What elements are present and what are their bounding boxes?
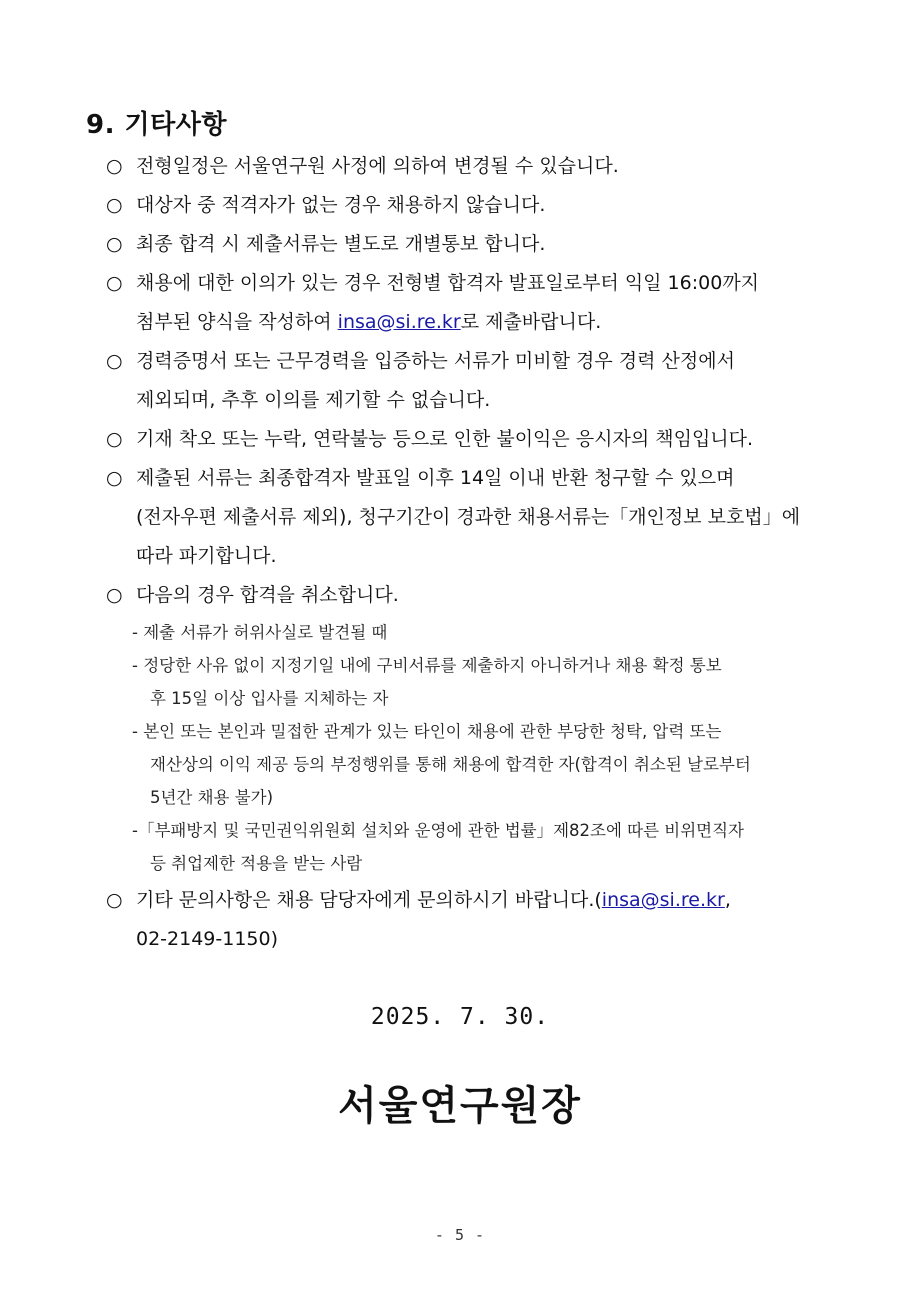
notice-item-career-proof bbox=[106, 342, 846, 420]
notice-text: 따라 파기합니다. bbox=[136, 545, 277, 567]
notice-text: 경력증명서 또는 근무경력을 입증하는 서류가 미비할 경우 경력 산정에서 bbox=[136, 350, 735, 372]
document-date: 2025. 7. 30. bbox=[370, 1004, 550, 1030]
sub-item-text: - 제출 서류가 허위사실로 발견될 때 bbox=[132, 623, 388, 642]
notice-text: 최종 합격 시 제출서류는 별도로 개별통보 합니다. bbox=[136, 233, 546, 255]
cancellation-reason-anti-corruption-law bbox=[132, 814, 842, 880]
sub-item-text: 재산상의 이익 제공 등의 부정행위를 통해 채용에 합격한 자(합격이 취소된 날로부터 bbox=[150, 755, 751, 774]
circle-bullet-icon: ○ bbox=[106, 233, 123, 255]
notice-item-schedule-change bbox=[106, 147, 846, 186]
notice-text: 제출된 서류는 최종합격자 발표일 이후 14일 이내 반환 청구할 수 있으며 bbox=[136, 467, 735, 489]
notice-text: 첨부된 양식을 작성하여 bbox=[136, 311, 338, 333]
sub-item-text: -「부패방지 및 국민권익위원회 설치와 운영에 관한 법률」제82조에 따른 비위면직자 bbox=[132, 821, 744, 840]
circle-bullet-icon: ○ bbox=[106, 584, 123, 606]
section-title: 9. 기타사항 bbox=[86, 110, 227, 140]
cancellation-reason-delay bbox=[132, 649, 842, 715]
notice-text: 로 제출바랍니다. bbox=[460, 311, 602, 333]
contact-phone: 02-2149-1150) bbox=[136, 928, 279, 950]
notice-text: 기재 착오 또는 누락, 연락불능 등으로 인한 불이익은 응시자의 책임입니다. bbox=[136, 428, 754, 450]
notice-text: 전형일정은 서울연구원 사정에 의하여 변경될 수 있습니다. bbox=[136, 155, 619, 177]
notice-text: 제외되며, 추후 이의를 제기할 수 없습니다. bbox=[136, 389, 491, 411]
notice-item-no-qualified bbox=[106, 186, 846, 225]
email-link[interactable]: insa@si.re.kr bbox=[601, 889, 725, 911]
notice-text: , bbox=[724, 889, 731, 911]
notice-item-document-return bbox=[106, 459, 846, 576]
notice-text: 대상자 중 적격자가 없는 경우 채용하지 않습니다. bbox=[136, 194, 546, 216]
cancellation-reason-false-documents bbox=[132, 616, 842, 649]
sub-item-text: 후 15일 이상 입사를 지체하는 자 bbox=[150, 689, 389, 708]
circle-bullet-icon: ○ bbox=[106, 889, 123, 911]
circle-bullet-icon: ○ bbox=[106, 428, 123, 450]
sub-item-text: 5년간 채용 불가) bbox=[150, 788, 274, 807]
notice-item-applicant-responsibility bbox=[106, 420, 846, 459]
circle-bullet-icon: ○ bbox=[106, 155, 123, 177]
notice-text: 기타 문의사항은 채용 담당자에게 문의하시기 바랍니다.( bbox=[136, 889, 602, 911]
email-link[interactable]: insa@si.re.kr bbox=[337, 311, 461, 333]
page-number: - 5 - bbox=[434, 1226, 486, 1244]
sub-item-text: - 정당한 사유 없이 지정기일 내에 구비서류를 제출하지 아니하거나 채용 확정 통보 bbox=[132, 656, 722, 675]
circle-bullet-icon: ○ bbox=[106, 272, 123, 294]
notice-text: 채용에 대한 이의가 있는 경우 전형별 합격자 발표일로부터 익일 16:00까지 bbox=[136, 272, 760, 294]
signature-title: 서울연구원장 bbox=[338, 1083, 582, 1129]
circle-bullet-icon: ○ bbox=[106, 194, 123, 216]
notice-text: (전자우편 제출서류 제외), 청구기간이 경과한 채용서류는「개인정보 보호법」에 bbox=[136, 506, 801, 528]
notice-item-contact bbox=[106, 881, 846, 959]
notice-item-objection bbox=[106, 264, 846, 342]
cancellation-reason-improper-solicitation bbox=[132, 715, 842, 814]
circle-bullet-icon: ○ bbox=[106, 467, 123, 489]
notice-text: 다음의 경우 합격을 취소합니다. bbox=[136, 584, 399, 606]
notice-item-final-notification bbox=[106, 225, 846, 264]
sub-item-text: - 본인 또는 본인과 밀접한 관계가 있는 타인이 채용에 관한 부당한 청탁, 압력 또는 bbox=[132, 722, 722, 741]
notice-item-cancellation bbox=[106, 576, 846, 615]
sub-item-text: 등 취업제한 적용을 받는 사람 bbox=[150, 854, 363, 873]
circle-bullet-icon: ○ bbox=[106, 350, 123, 372]
